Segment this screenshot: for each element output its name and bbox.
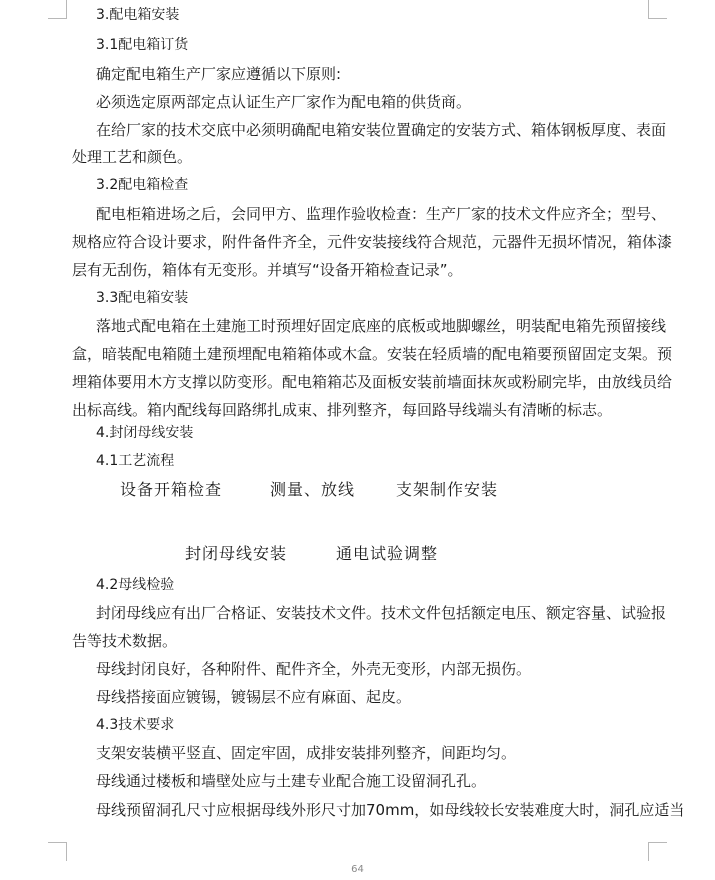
paragraph-line: 母线搭接面应镀锡，镀锡层不应有麻面、起皮。 <box>96 688 412 706</box>
paragraph-line: 盒，暗装配电箱随土建预埋配电箱箱体或木盒。安装在轻质墙的配电箱要预留固定支架。预 <box>72 345 673 363</box>
paragraph-line: 出标高线。箱内配线每回路绑扎成束、排列整齐，每回路导线端头有清晰的标志。 <box>72 401 613 419</box>
heading-4-1: 4.1工艺流程 <box>96 453 175 469</box>
paragraph-line: 层有无刮伤，箱体有无变形。并填写“设备开箱检查记录”。 <box>72 261 463 279</box>
paragraph-line: 埋箱体要用木方支撑以防变形。配电箱箱芯及面板安装前墙面抹灰或粉刷完毕，由放线员给 <box>72 373 673 391</box>
corner-mark-bottom-right <box>648 842 667 861</box>
paragraph-line: 必须选定原两部定点认证生产厂家作为配电箱的供货商。 <box>96 93 472 111</box>
corner-mark-top-left <box>48 0 67 19</box>
heading-4: 4.封闭母线安装 <box>96 425 194 441</box>
flow-step-busway-installation: 封闭母线安装 <box>185 544 288 563</box>
flow-step-bracket-fabrication: 支架制作安装 <box>396 480 499 499</box>
page-number: 64 <box>351 864 364 875</box>
paragraph-line: 确定配电箱生产厂家应遵循以下原则: <box>96 65 342 83</box>
flow-step-unpack-inspection: 设备开箱检查 <box>120 480 223 499</box>
heading-3-2: 3.2配电箱检查 <box>96 177 189 193</box>
paragraph-line: 配电柜箱进场之后，会同甲方、监理作验收检查：生产厂家的技术文件应齐全；型号、 <box>96 205 667 223</box>
paragraph-line: 母线预留洞孔尺寸应根据母线外形尺寸加70mm，如母线较长安装难度大时，洞孔应适当 <box>96 801 685 819</box>
flow-step-energize-test: 通电试验调整 <box>336 544 439 563</box>
heading-4-2: 4.2母线检验 <box>96 577 175 593</box>
paragraph-line: 在给厂家的技术交底中必须明确配电箱安装位置确定的安装方式、箱体钢板厚度、表面 <box>96 121 667 139</box>
heading-4-3: 4.3技术要求 <box>96 717 175 733</box>
flow-step-survey-layout: 测量、放线 <box>270 480 356 499</box>
heading-3-1: 3.1配电箱订货 <box>96 37 189 53</box>
paragraph-line: 母线通过楼板和墙壁处应与土建专业配合施工设留洞孔孔。 <box>96 772 487 790</box>
paragraph-line: 规格应符合设计要求，附件备件齐全，元件安装接线符合规范，元器件无损坏情况，箱体漆 <box>72 233 673 251</box>
heading-3-3: 3.3配电箱安装 <box>96 290 189 306</box>
paragraph-line: 落地式配电箱在土建施工时预埋好固定底座的底板或地脚螺丝，明装配电箱先预留接线 <box>96 317 667 335</box>
paragraph-line: 封闭母线应有出厂合格证、安装技术文件。技术文件包括额定电压、额定容量、试验报 <box>96 604 667 622</box>
paragraph-line: 母线封闭良好，各种附件、配件齐全，外壳无变形，内部无损伤。 <box>96 660 532 678</box>
paragraph-line: 处理工艺和颜色。 <box>72 148 193 166</box>
corner-mark-bottom-left <box>48 842 67 861</box>
heading-3: 3.配电箱安装 <box>96 7 180 23</box>
paragraph-line: 支架安装横平竖直、固定牢固，成排安装排列整齐，间距均匀。 <box>96 744 517 762</box>
paragraph-line: 告等技术数据。 <box>72 632 178 650</box>
